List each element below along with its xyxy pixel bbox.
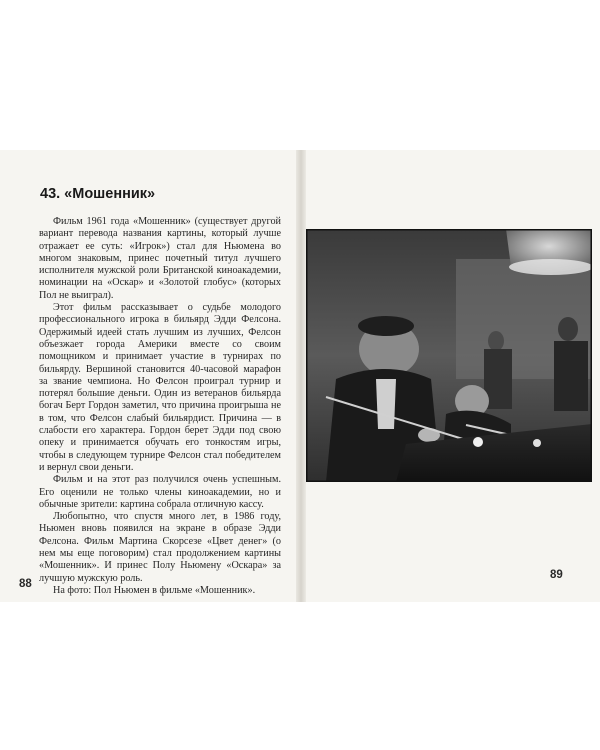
book-gutter [296, 150, 306, 602]
billiards-scene-photo [306, 229, 592, 482]
paragraph: Любопытно, что спустя много лет, в 1986 году, Ньюмен вновь появился на экране в образе Эдди Фелсона. Фильм Мартина Скорсезе «Цвет денег» (о нем мы еще поговорим) стал продолжением картины «Мошенник». И принес Полу Ньюмену «Оскара» за лучшую мужскую роль. [39, 511, 281, 584]
chapter-heading: 43. «Мошенник» [40, 186, 156, 202]
photo-caption: На фото: Пол Ньюмен в фильме «Мошенник». [53, 584, 256, 596]
left-page [0, 150, 296, 602]
page-number-right: 89 [550, 569, 563, 581]
page-number-left: 88 [19, 578, 32, 590]
paragraph: Фильм 1961 года «Мошенник» (существует другой вариант перевода названия картины, который лучше отражает ее суть: «Игрок») стал для Ньюмена во многом знаковым, принес почетный титул лучшего исполнителя мужской роли Британской киноакадемии, номинации на «Оскар» и «Золотой глобус» (которых Пол не выиграл). [39, 216, 281, 301]
right-page [306, 150, 600, 602]
paragraph: Фильм и на этот раз получился очень успешным. Его оценили не только члены киноакадемии, но и обычные зрители: картина собрала отличную кассу. [39, 474, 281, 510]
chapter-body [39, 216, 281, 597]
paragraph: Этот фильм рассказывает о судьбе молодого профессионального игрока в бильярд Эдди Фелсона. Одержимый идеей стать лучшим из лучших, Фелсон объезжает города Америки вместе со своим помощником и принимает участие в турнирах по бильярду. Вершиной становится 40-часовой марафон за звание чемпиона. Но Фелсон проиграл турнир и потерял большие деньги. Один из ветеранов бильярда богач Берт Гордон заметил, что причина проигрыша не в том, что Фелсон слабый бильярдист. Причина — в слабости его характера. Гордон берет Эдди под свою опеку и принимается обучать его тонкостям игры, чтобы в следующем турнире Фелсон стал победителем и вернул свои деньги. [39, 302, 281, 473]
